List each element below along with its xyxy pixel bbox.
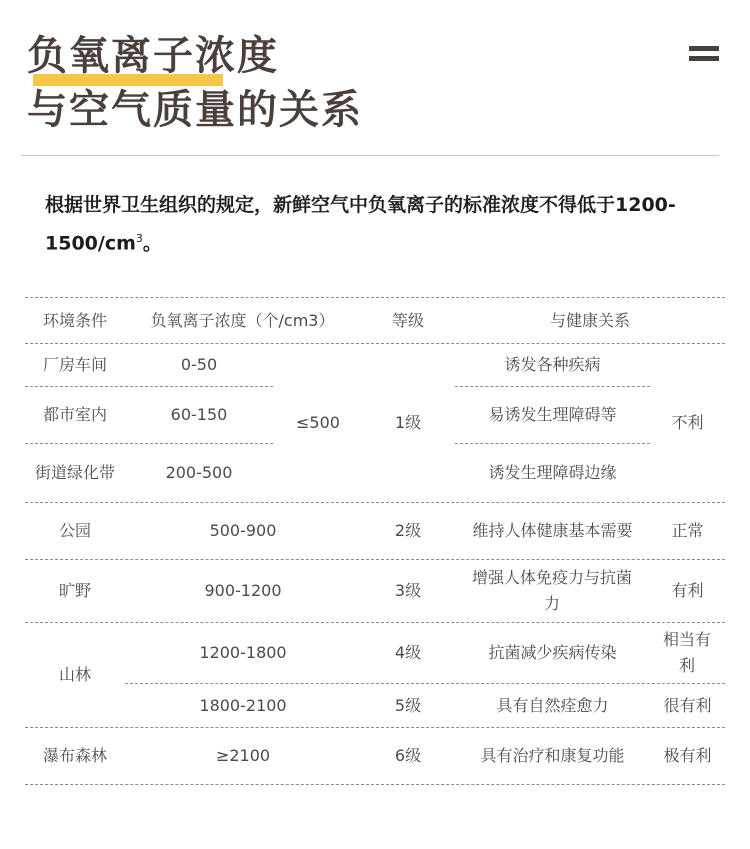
env-field: 旷野 [58,581,91,600]
env-park: 公园 [58,521,91,540]
level-field: 3级 [394,581,422,600]
env-factory: 厂房车间 [42,355,107,374]
conc-group1: ≤500 [296,413,340,432]
level-waterfall: 6级 [394,746,422,765]
level-forest-4: 4级 [394,643,422,662]
env-street: 街道绿化带 [34,463,115,482]
conc-field: 900-1200 [204,581,282,600]
health-city: 易诱发生理障碍等 [488,405,617,424]
header-level: 等级 [391,310,424,330]
level-group1: 1级 [394,413,422,432]
verdict-forest-5: 很有利 [663,695,712,715]
conc-forest-5: 1800-2100 [199,695,287,715]
env-city: 都市室内 [42,405,107,424]
title-line-2: 与空气质量的关系 [27,87,363,133]
header-divider [22,155,719,156]
conc-city: 60-150 [170,405,228,424]
verdict-forest-4: 相当有利 [662,630,711,675]
health-forest-4: 抗菌减少疾病传染 [488,643,617,662]
level-forest-5: 5级 [394,695,422,715]
level-park: 2级 [394,521,422,540]
verdict-field: 有利 [671,581,704,600]
conc-factory: 0-50 [180,355,218,374]
conc-waterfall: ≥2100 [215,746,271,765]
health-park: 维持人体健康基本需要 [472,521,633,540]
health-street: 诱发生理障碍边缘 [488,463,617,482]
menu-icon[interactable] [689,45,719,63]
conc-street: 200-500 [165,463,233,482]
env-waterfall: 瀑布森林 [42,746,107,765]
header-env: 环境条件 [42,310,107,330]
header-health: 与健康关系 [549,310,630,330]
verdict-waterfall: 极有利 [663,746,712,765]
intro-paragraph: 根据世界卫生组织的规定，新鲜空气中负氧离子的标准浓度不得低于$1200-1500/cm^3$。 [45,194,676,255]
superscript: 3 [135,232,143,245]
conc-forest-4: 1200-1800 [199,643,287,662]
title-line-1: 负氧离子浓度 [27,30,363,82]
health-waterfall: 具有治疗和康复功能 [480,746,625,765]
header-concentration: 负氧离子浓度（个/cm3） [150,310,335,330]
verdict-group1: 不利 [671,413,704,432]
verdict-park: 正常 [671,521,704,540]
health-factory: 诱发各种疾病 [504,355,601,374]
health-forest-5: 具有自然痊愈力 [496,695,609,715]
conc-park: 500-900 [209,521,277,540]
table-rule [25,784,725,785]
page-title [27,30,363,136]
env-forest: 山林 [58,665,91,684]
health-field: 增强人体免疫力与抗菌力 [471,568,632,613]
